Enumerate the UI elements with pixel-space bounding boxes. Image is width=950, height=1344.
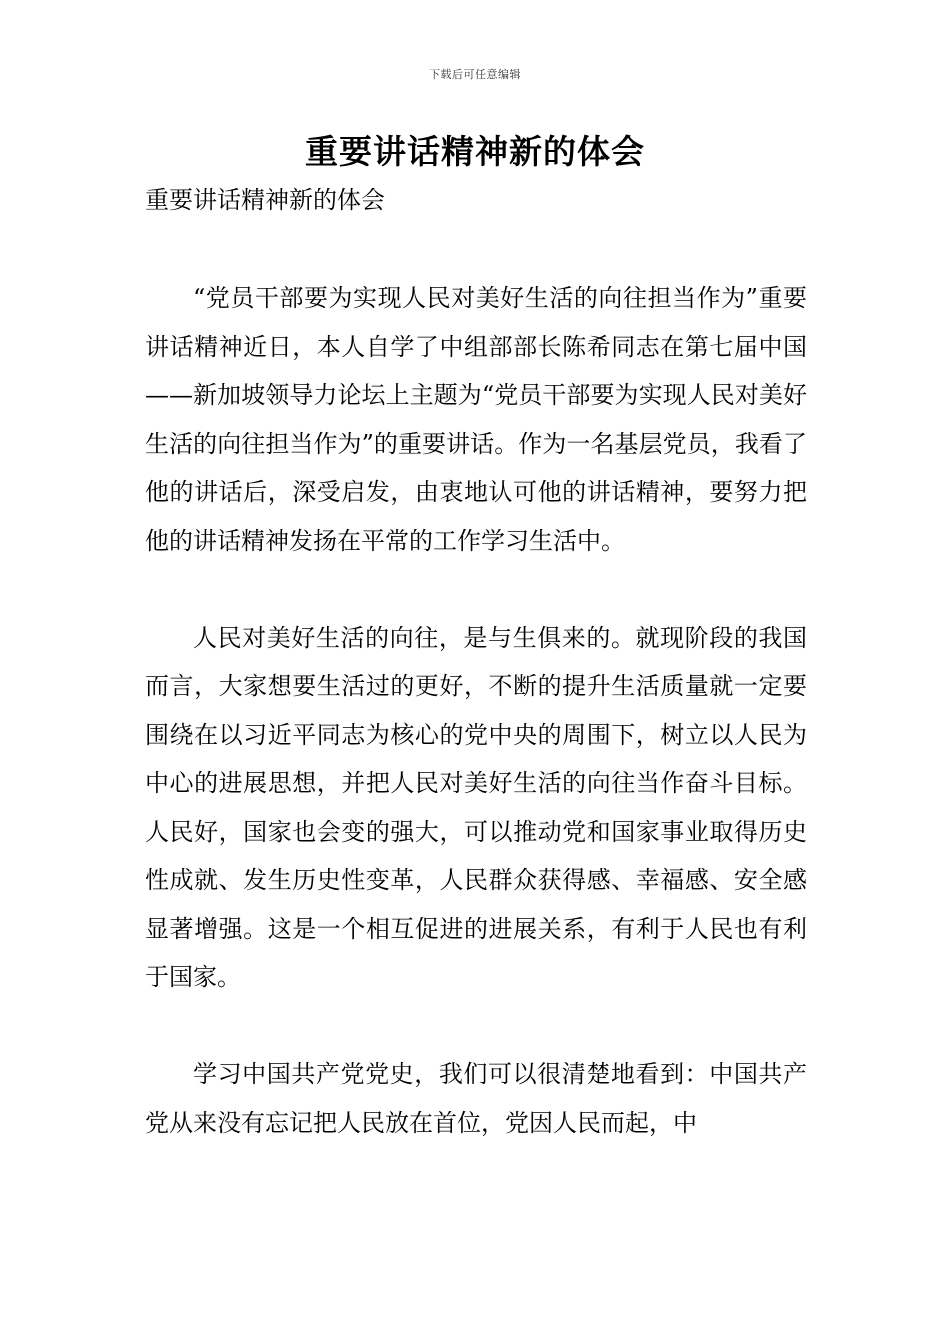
paragraph: 学习中国共产党党史，我们可以很清楚地看到：中国共产党从来没有忘记把人民放在首位，党因人民而起，中 (145, 1060, 807, 1137)
document-body (145, 274, 807, 1196)
document-subtitle: 重要讲话精神新的体会 (145, 186, 385, 214)
paragraph: “党员干部要为实现人民对美好生活的向往担当作为”重要讲话精神近日，本人自学了中组部部长陈希同志在第七届中国——新加坡领导力论坛上主题为“党员干部要为实现人民对美好生活的向往担当作为”的重要讲话。作为一名基层党员，我看了他的讲话后，深受启发，由衷地认可他的讲话精神，要努力把他的讲话精神发扬在平常的工作学习生活中。 (145, 284, 807, 555)
document-title: 重要讲话精神新的体会 (305, 132, 645, 171)
paragraph: 人民对美好生活的向往，是与生俱来的。就现阶段的我国而言，大家想要生活过的更好，不断的提升生活质量就一定要围绕在以习近平同志为核心的党中央的周围下，树立以人民为中心的进展思想，并把人民对美好生活的向往当作奋斗目标。人民好，国家也会变的强大，可以推动党和国家事业取得历史性成就、发生历史性变革，人民群众获得感、幸福感、安全感显著增强。这是一个相互促进的进展关系，有利于人民也有利于国家。 (145, 623, 807, 991)
header-note: 下载后可任意编辑 (429, 68, 521, 81)
